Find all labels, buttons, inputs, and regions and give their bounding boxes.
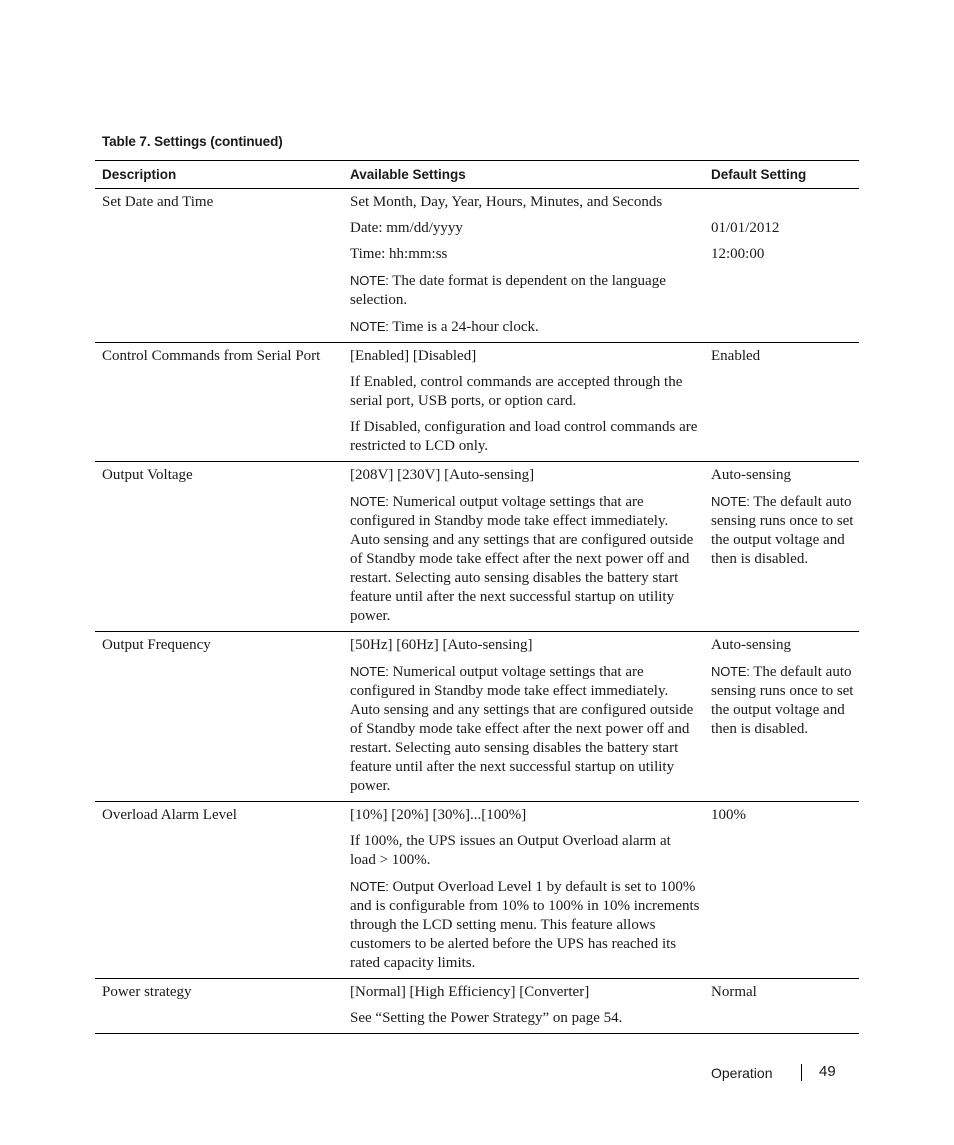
note-text: The default auto sensing runs once to set the output voltage and then is disabled. [711,664,854,737]
row-settings [343,343,704,462]
setting-note [350,317,700,337]
setting-line: If Enabled, control commands are accepted through the serial port, USB ports, or option card. [350,374,683,409]
default-date: 01/01/2012 [711,220,780,236]
row-default [704,632,859,802]
row-default [704,189,859,343]
row-description: Output Voltage [95,462,343,632]
footer-section-title: Operation [711,1065,773,1081]
footer-divider [801,1064,802,1081]
setting-line: [208V] [230V] [Auto-sensing] [350,467,535,483]
table-row [95,343,859,462]
setting-line: [10%] [20%] [30%]...[100%] [350,807,527,823]
table-caption: Table 7. Settings (continued) [102,134,283,149]
setting-note [350,662,700,796]
note-label: NOTE: [711,664,750,679]
row-description: Set Date and Time [95,189,343,343]
setting-line: If 100%, the UPS issues an Output Overload alarm at load > 100%. [350,833,671,868]
row-settings [343,979,704,1034]
header-available-settings: Available Settings [343,161,704,189]
default-value: Auto-sensing [711,467,791,483]
header-default-setting: Default Setting [704,161,859,189]
note-text: The date format is dependent on the language selection. [350,273,666,308]
row-settings [343,462,704,632]
table-row [95,189,859,343]
note-label: NOTE: [350,879,389,894]
note-label: NOTE: [350,319,389,334]
default-time: 12:00:00 [711,246,765,262]
note-label: NOTE: [350,273,389,288]
note-text: Time is a 24-hour clock. [392,319,539,335]
setting-line: Set Month, Day, Year, Hours, Minutes, and Seconds [350,194,663,210]
row-description: Power strategy [95,979,343,1034]
setting-line: If Disabled, configuration and load control commands are restricted to LCD only. [350,419,698,454]
row-description: Output Frequency [95,632,343,802]
setting-line: Date: mm/dd/yyyy [350,220,463,236]
setting-note [350,877,700,973]
setting-note [350,492,700,626]
table-header-row [95,161,859,189]
row-default: Normal [704,979,859,1034]
setting-line: Time: hh:mm:ss [350,246,448,262]
row-default [704,462,859,632]
note-label: NOTE: [711,494,750,509]
default-note [711,662,855,739]
default-note [711,492,855,569]
settings-table [95,160,859,1034]
table-row [95,462,859,632]
note-label: NOTE: [350,664,389,679]
row-description: Control Commands from Serial Port [95,343,343,462]
row-settings [343,632,704,802]
default-value: Auto-sensing [711,637,791,653]
note-label: NOTE: [350,494,389,509]
setting-line: See “Setting the Power Strategy” on page 54. [350,1010,623,1026]
note-text: Numerical output voltage settings that are configured in Standby mode take effect immediately. Auto sensing and any settings that are configured outside of Standby mode take effect after the next power off and restart. Selecting auto sensing disables the battery start feature until after the next successful startup on utility power. [350,494,694,624]
note-text: Output Overload Level 1 by default is set to 100% and is configurable from 10% to 100% in 10% increments through the LCD setting menu. This feature allows customers to be alerted before the UPS has reached its rated capacity limits. [350,879,700,971]
row-settings [343,802,704,979]
setting-line: [50Hz] [60Hz] [Auto-sensing] [350,637,533,653]
setting-line: [Normal] [High Efficiency] [Converter] [350,984,590,1000]
row-description: Overload Alarm Level [95,802,343,979]
table-row [95,802,859,979]
row-default: 100% [704,802,859,979]
note-text: Numerical output voltage settings that are configured in Standby mode take effect immediately. Auto sensing and any settings that are configured outside of Standby mode take effect after the next power off and restart. Selecting auto sensing disables the battery start feature until after the next successful startup on utility power. [350,664,694,794]
header-description: Description [95,161,343,189]
table-row [95,632,859,802]
setting-note [350,271,700,310]
row-default: Enabled [704,343,859,462]
page-number: 49 [819,1063,836,1080]
table-row [95,979,859,1034]
setting-line: [Enabled] [Disabled] [350,348,477,364]
note-text: The default auto sensing runs once to set the output voltage and then is disabled. [711,494,854,567]
row-settings [343,189,704,343]
